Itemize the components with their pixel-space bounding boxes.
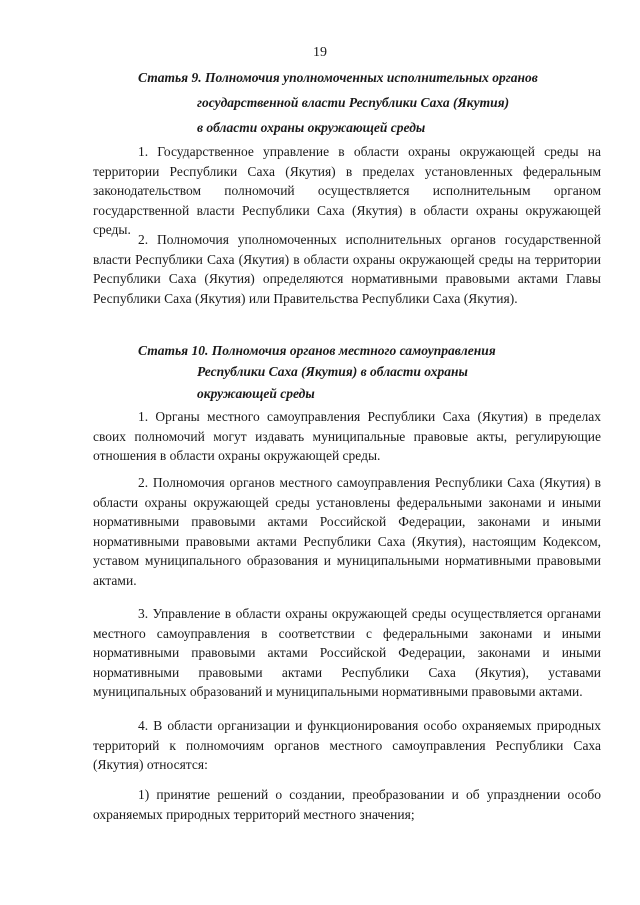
article-10-paragraph-3: 3. Управление в области охраны окружающей среды осуществляется органами местного самоуправления в соответствии с федеральными законами и иными нормативными правовыми актами Российской Федерации, законами и иными нормативными правовыми актами Республики Саха (Якутия), уставами муниципальных образований и муниципальными нормативными правовыми актами.	[93, 606, 601, 700]
article-10-paragraph-2: 2. Полномочия органов местного самоуправления Республики Саха (Якутия) в области охраны окружающей среды установлены федеральными законами и иными нормативными правовыми актами Российской Федерации, законами и иными нормативными правовыми актами Республики Саха (Якутия), настоящим Кодексом, уставом муниципального образования и муниципальными нормативными правовыми актами.	[93, 475, 601, 588]
article-10-paragraph-4: 4. В области организации и функционирования особо охраняемых природных территорий к полномочиям органов местного самоуправления Республики Саха (Якутия) относятся:	[93, 718, 601, 773]
page-number: 19	[313, 45, 327, 60]
article-9-heading-line-1: Статья 9. Полномочия уполномоченных исполнительных органов	[138, 70, 538, 85]
article-9-heading-line-3: в области охраны окружающей среды	[197, 120, 426, 135]
article-10-paragraph-1: 1. Органы местного самоуправления Республики Саха (Якутия) в пределах своих полномочий могут издавать муниципальные правовые акты, регулирующие отношения в области охраны окружающей среды.	[93, 409, 601, 464]
article-9-paragraph-1: 1. Государственное управление в области охраны окружающей среды на территории Республики Саха (Якутия) в пределах установленных федеральным законодательством полномочий осуществляется исполнительным органом государственной власти Республики Саха (Якутия) в области охраны окружающей среды.	[93, 144, 601, 238]
article-10-heading-line-2: Республики Саха (Якутия) в области охраны	[197, 364, 468, 379]
article-10-heading-line-1: Статья 10. Полномочия органов местного самоуправления	[138, 343, 496, 358]
article-10-paragraph-5: 1) принятие решений о создании, преобразовании и об упразднении особо охраняемых природных территорий местного значения;	[93, 787, 601, 822]
article-10-heading-line-3: окружающей среды	[197, 386, 315, 401]
article-9-heading-line-2: государственной власти Республики Саха (Якутия)	[197, 95, 510, 110]
article-9-paragraph-2: 2. Полномочия уполномоченных исполнительных органов государственной власти Республики Саха (Якутия) в области охраны окружающей среды на территории Республики Саха (Якутия) определяются нормативными правовыми актами Главы Республики Саха (Якутия) или Правительства Республики Саха (Якутия).	[93, 232, 601, 306]
